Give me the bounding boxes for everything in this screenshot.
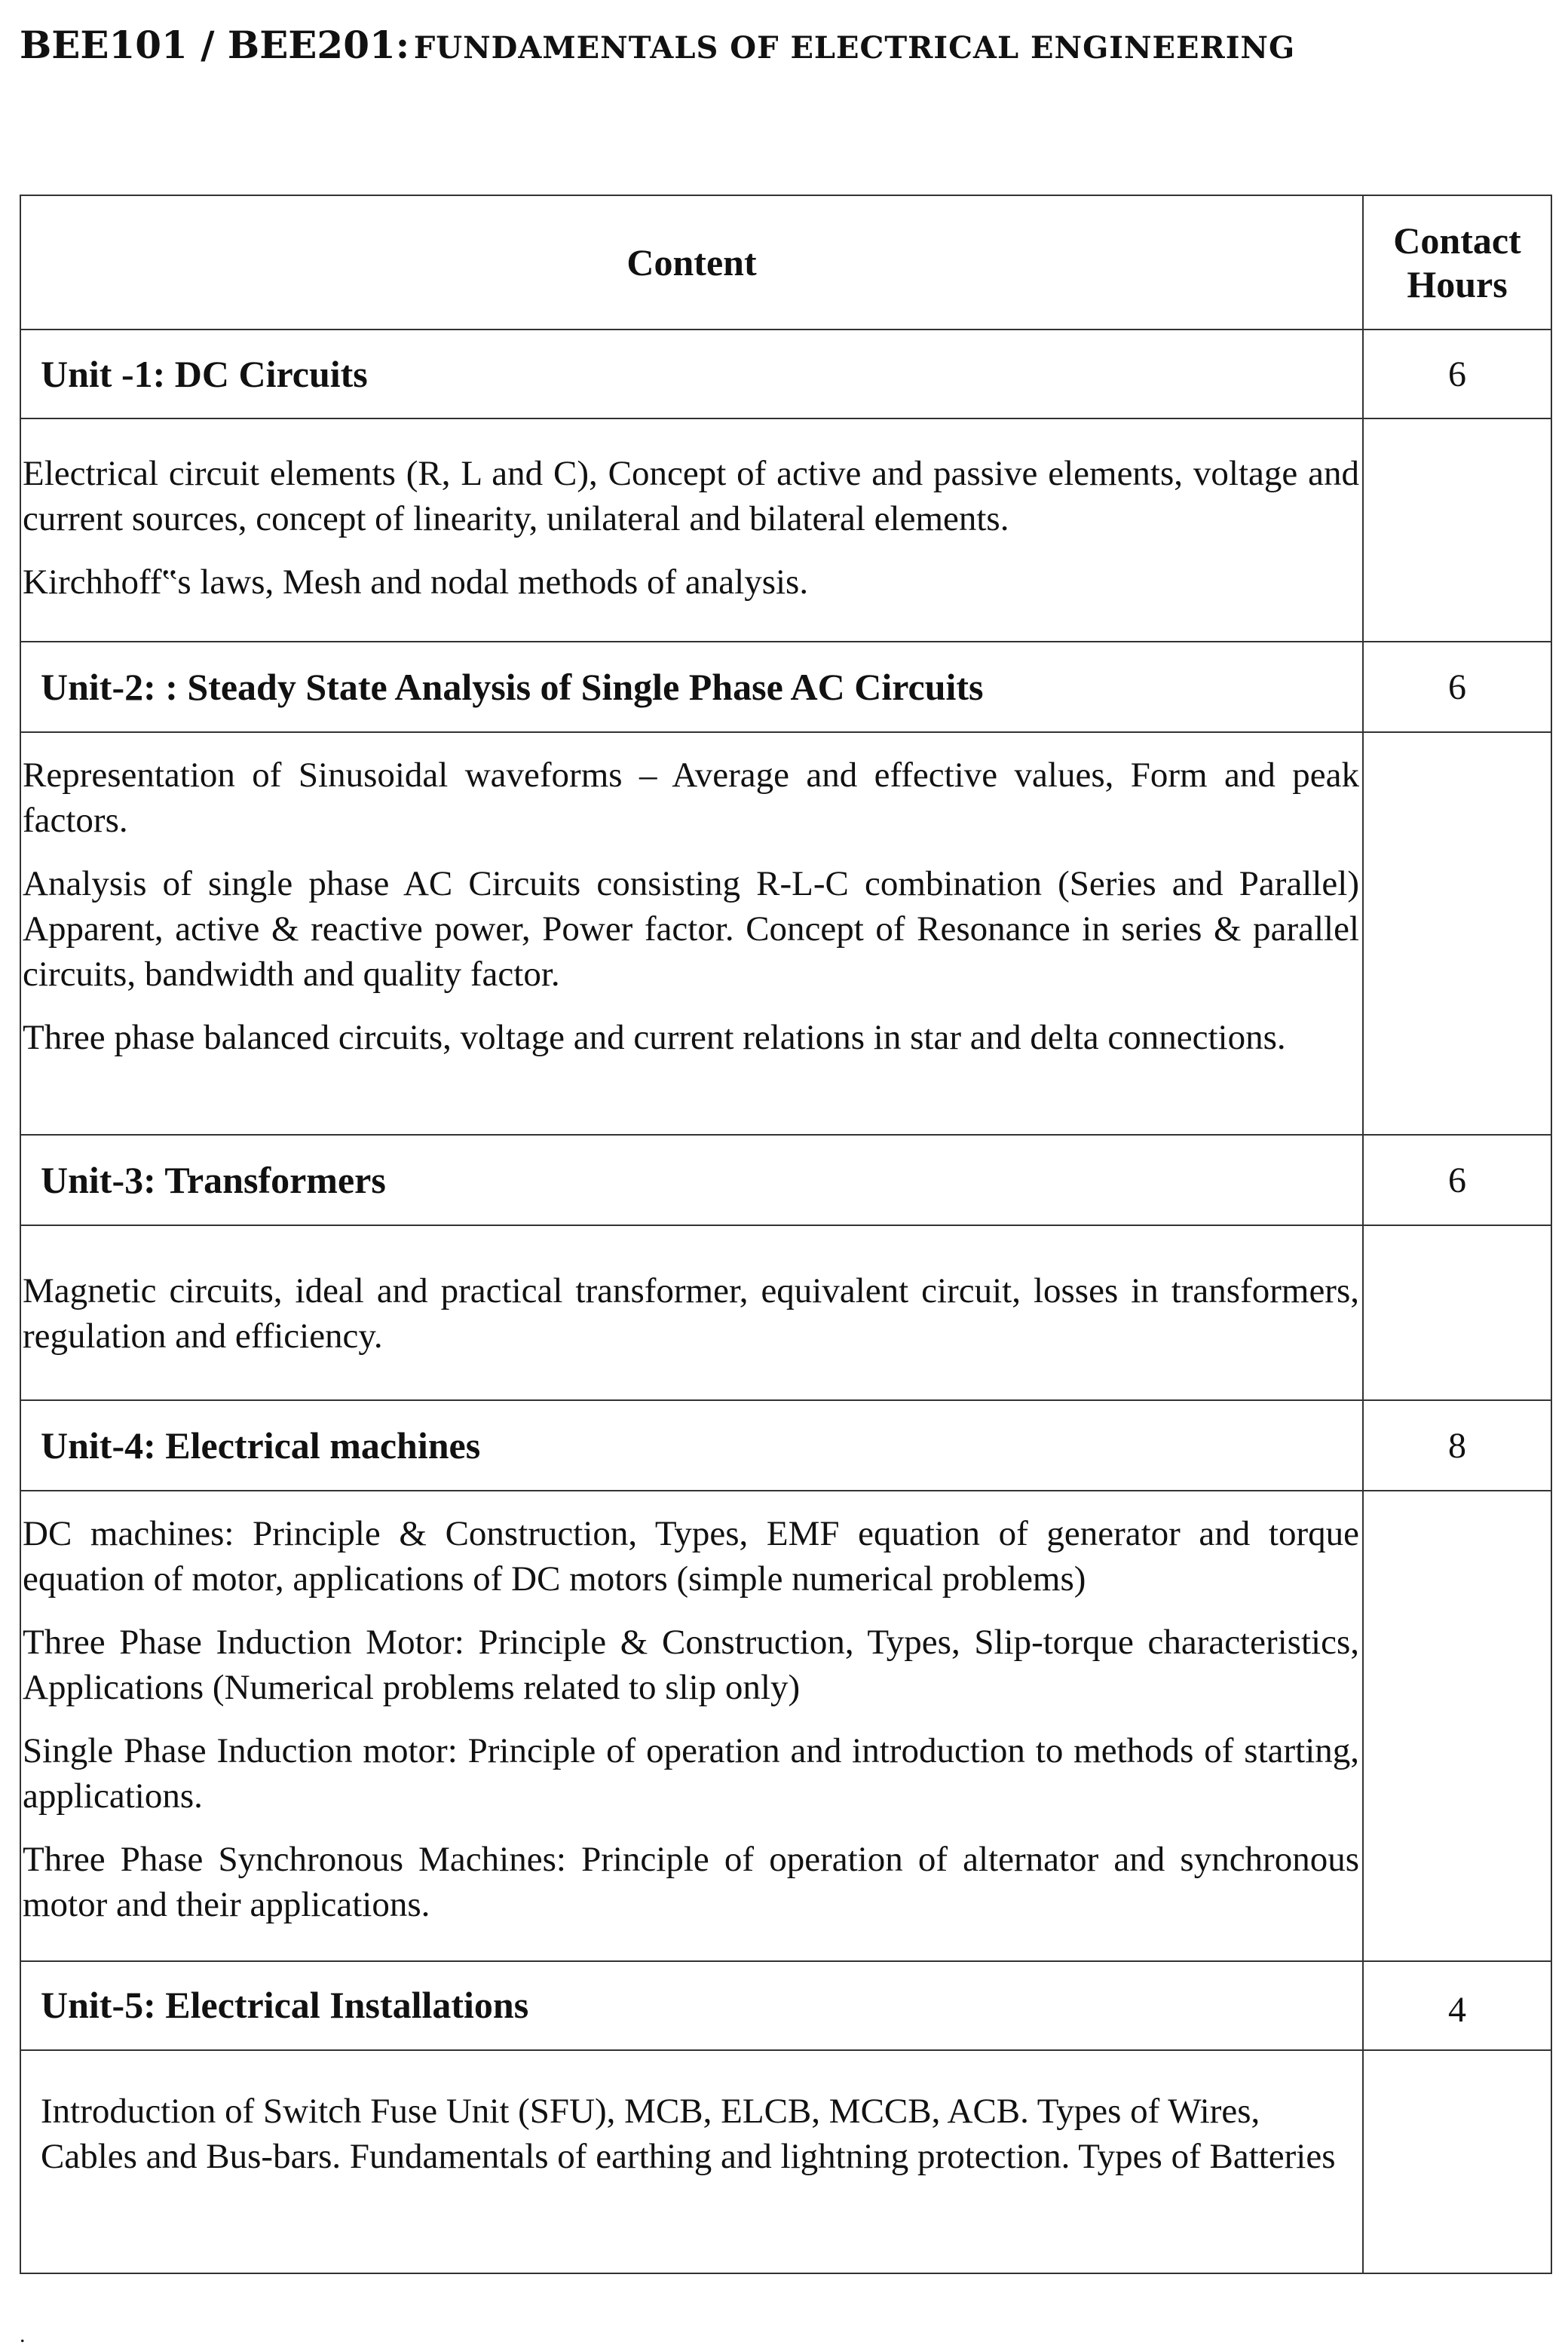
unit-description-row <box>20 1225 1551 1400</box>
unit-hours: 6 <box>1363 330 1551 418</box>
description-paragraph: Three Phase Synchronous Machines: Principle of operation of alternator and synchronous motor and their applications. <box>23 1840 1359 1924</box>
description-paragraph: Analysis of single phase AC Circuits consisting R-L-C combination (Series and Parallel) Apparent, active & reactive power, Power factor. Concept of Resonance in series & parallel circuits, bandwidth and quality factor. <box>23 864 1359 994</box>
table-header-row <box>20 195 1551 330</box>
empty-hours-cell <box>1363 2050 1551 2273</box>
unit-description-row <box>20 418 1551 642</box>
description-paragraph: Introduction of Switch Fuse Unit (SFU), MCB, ELCB, MCCB, ACB. Types of Wires, Cables and Bus-bars. Fundamentals of earthing and lightning protection. Types of Batteries <box>41 2092 1336 2176</box>
empty-hours-cell <box>1363 418 1551 642</box>
footer-mark: . <box>20 2322 26 2347</box>
unit-title: Unit-5: Electrical Installations <box>20 1961 1363 2050</box>
content-header: Content <box>20 195 1363 330</box>
description-paragraph: Electrical circuit elements (R, L and C), Concept of active and passive elements, voltage and current sources, concept of linearity, unilateral and bilateral elements. <box>23 454 1359 538</box>
unit-title: Unit-4: Electrical machines <box>20 1400 1363 1491</box>
unit-title: Unit-3: Transformers <box>20 1135 1363 1225</box>
syllabus-table <box>20 195 1552 2274</box>
description-paragraph: DC machines: Principle & Construction, Types, EMF equation of generator and torque equation of motor, applications of DC motors (simple numerical problems) <box>23 1514 1359 1599</box>
unit-description <box>20 1225 1363 1400</box>
unit-description-row <box>20 1491 1551 1961</box>
contact-hours-header-line2: Hours <box>1407 263 1508 305</box>
unit-hours: 8 <box>1363 1400 1551 1491</box>
unit-row <box>20 1400 1551 1491</box>
unit-description-row <box>20 2050 1551 2273</box>
unit-description <box>20 2050 1363 2273</box>
description-paragraph: Single Phase Induction motor: Principle of operation and introduction to methods of starting, applications. <box>23 1731 1359 1816</box>
unit-row <box>20 330 1551 418</box>
unit-title: Unit -1: DC Circuits <box>20 330 1363 418</box>
empty-hours-cell <box>1363 1491 1551 1961</box>
course-code: BEE101 / BEE201: <box>20 23 410 67</box>
description-paragraph: Three phase balanced circuits, voltage and current relations in star and delta connections. <box>23 1018 1286 1057</box>
course-title: FUNDAMENTALS OF ELECTRICAL ENGINEERING <box>413 30 1296 66</box>
description-paragraph: Three Phase Induction Motor: Principle & Construction, Types, Slip-torque characteristics, Applications (Numerical problems related to slip only) <box>23 1623 1359 1707</box>
contact-hours-header <box>1363 195 1551 330</box>
unit-hours: 4 <box>1363 1961 1551 2050</box>
empty-hours-cell <box>1363 732 1551 1135</box>
description-paragraph: Kirchhoff‟s laws, Mesh and nodal methods of analysis. <box>23 562 809 602</box>
unit-row <box>20 642 1551 732</box>
unit-description <box>20 732 1363 1135</box>
contact-hours-header-line1: Contact <box>1393 219 1521 262</box>
unit-row <box>20 1135 1551 1225</box>
description-paragraph: Representation of Sinusoidal waveforms – Average and effective values, Form and peak factors. <box>23 756 1359 840</box>
unit-description <box>20 418 1363 642</box>
unit-row <box>20 1961 1551 2050</box>
unit-hours: 6 <box>1363 642 1551 732</box>
description-paragraph: Magnetic circuits, ideal and practical transformer, equivalent circuit, losses in transformers, regulation and efficiency. <box>23 1271 1359 1356</box>
unit-hours: 6 <box>1363 1135 1551 1225</box>
unit-title: Unit-2: : Steady State Analysis of Single Phase AC Circuits <box>20 642 1363 732</box>
page-title <box>20 23 1557 67</box>
unit-description-row <box>20 732 1551 1135</box>
unit-description <box>20 1491 1363 1961</box>
empty-hours-cell <box>1363 1225 1551 1400</box>
